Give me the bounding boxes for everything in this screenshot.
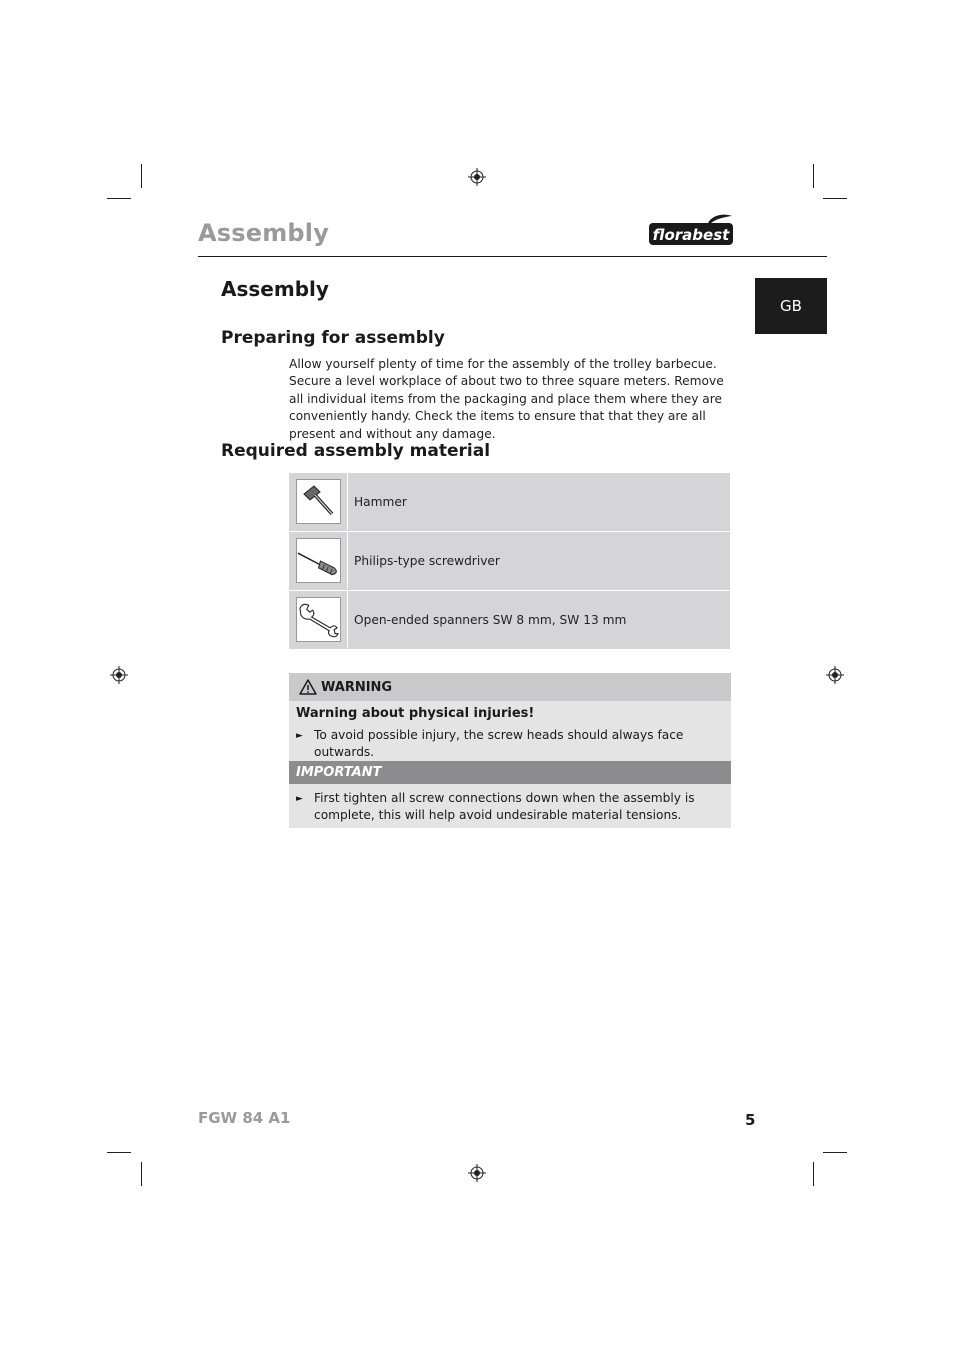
crop-mark	[107, 1152, 131, 1153]
florabest-logo	[648, 213, 734, 247]
hammer-icon	[296, 479, 341, 524]
important-body	[289, 784, 731, 828]
important-label: IMPORTANT	[296, 765, 382, 780]
warning-bullet	[296, 727, 724, 761]
language-tab-label: GB	[780, 297, 802, 315]
registration-mark-icon	[468, 168, 486, 186]
material-label: Philips-type screwdriver	[354, 554, 500, 568]
warning-label: WARNING	[321, 679, 393, 695]
crop-mark	[141, 164, 142, 188]
warning-box	[289, 673, 731, 765]
material-row	[289, 591, 730, 650]
material-row	[289, 532, 730, 591]
screwdriver-icon	[296, 538, 341, 583]
spanner-icon	[296, 597, 341, 642]
material-label: Hammer	[354, 495, 407, 509]
crop-mark	[823, 198, 847, 199]
important-bullet	[296, 790, 724, 824]
material-table	[289, 473, 730, 650]
brand-text: florabest	[652, 226, 730, 244]
registration-mark-icon	[468, 1164, 486, 1182]
footer-model: FGW 84 A1	[198, 1109, 291, 1127]
warning-bullet-text: To avoid possible injury, the screw heads should always face outwards.	[314, 728, 684, 759]
important-box	[289, 761, 731, 828]
material-label: Open-ended spanners SW 8 mm, SW 13 mm	[354, 613, 627, 627]
crop-mark	[141, 1162, 142, 1186]
registration-mark-icon	[826, 666, 844, 684]
material-image-cell	[289, 473, 348, 530]
warning-triangle-icon	[299, 679, 317, 695]
material-heading: Required assembly material	[221, 441, 491, 461]
language-tab	[755, 278, 827, 334]
section-title: Assembly	[221, 277, 329, 301]
material-image-cell	[289, 591, 348, 648]
material-row	[289, 473, 730, 532]
bullet-arrow-icon: ►	[296, 794, 303, 804]
important-bullet-text: First tighten all screw connections down when the assembly is complete, this will help avoid undesirable material tensions.	[314, 791, 695, 822]
warning-header	[289, 673, 731, 701]
page-number: 5	[745, 1111, 756, 1129]
material-image-cell	[289, 532, 348, 589]
registration-mark-icon	[110, 666, 128, 684]
crop-mark	[813, 1162, 814, 1186]
crop-mark	[107, 198, 131, 199]
warning-body	[289, 701, 731, 765]
warning-subtitle: Warning about physical injuries!	[296, 706, 535, 721]
bullet-arrow-icon: ►	[296, 731, 303, 741]
preparing-text: Allow yourself plenty of time for the assembly of the trolley barbecue. Secure a level workplace of about two to three square meters. Remove all individual items from the packaging and place them where they are conveniently handy. Check the items to ensure that that they are all present and without any damage.	[289, 357, 724, 441]
header-title: Assembly	[198, 219, 330, 247]
important-header	[289, 761, 731, 784]
preparing-heading: Preparing for assembly	[221, 328, 445, 348]
crop-mark	[823, 1152, 847, 1153]
header-divider	[198, 256, 827, 257]
crop-mark	[813, 164, 814, 188]
